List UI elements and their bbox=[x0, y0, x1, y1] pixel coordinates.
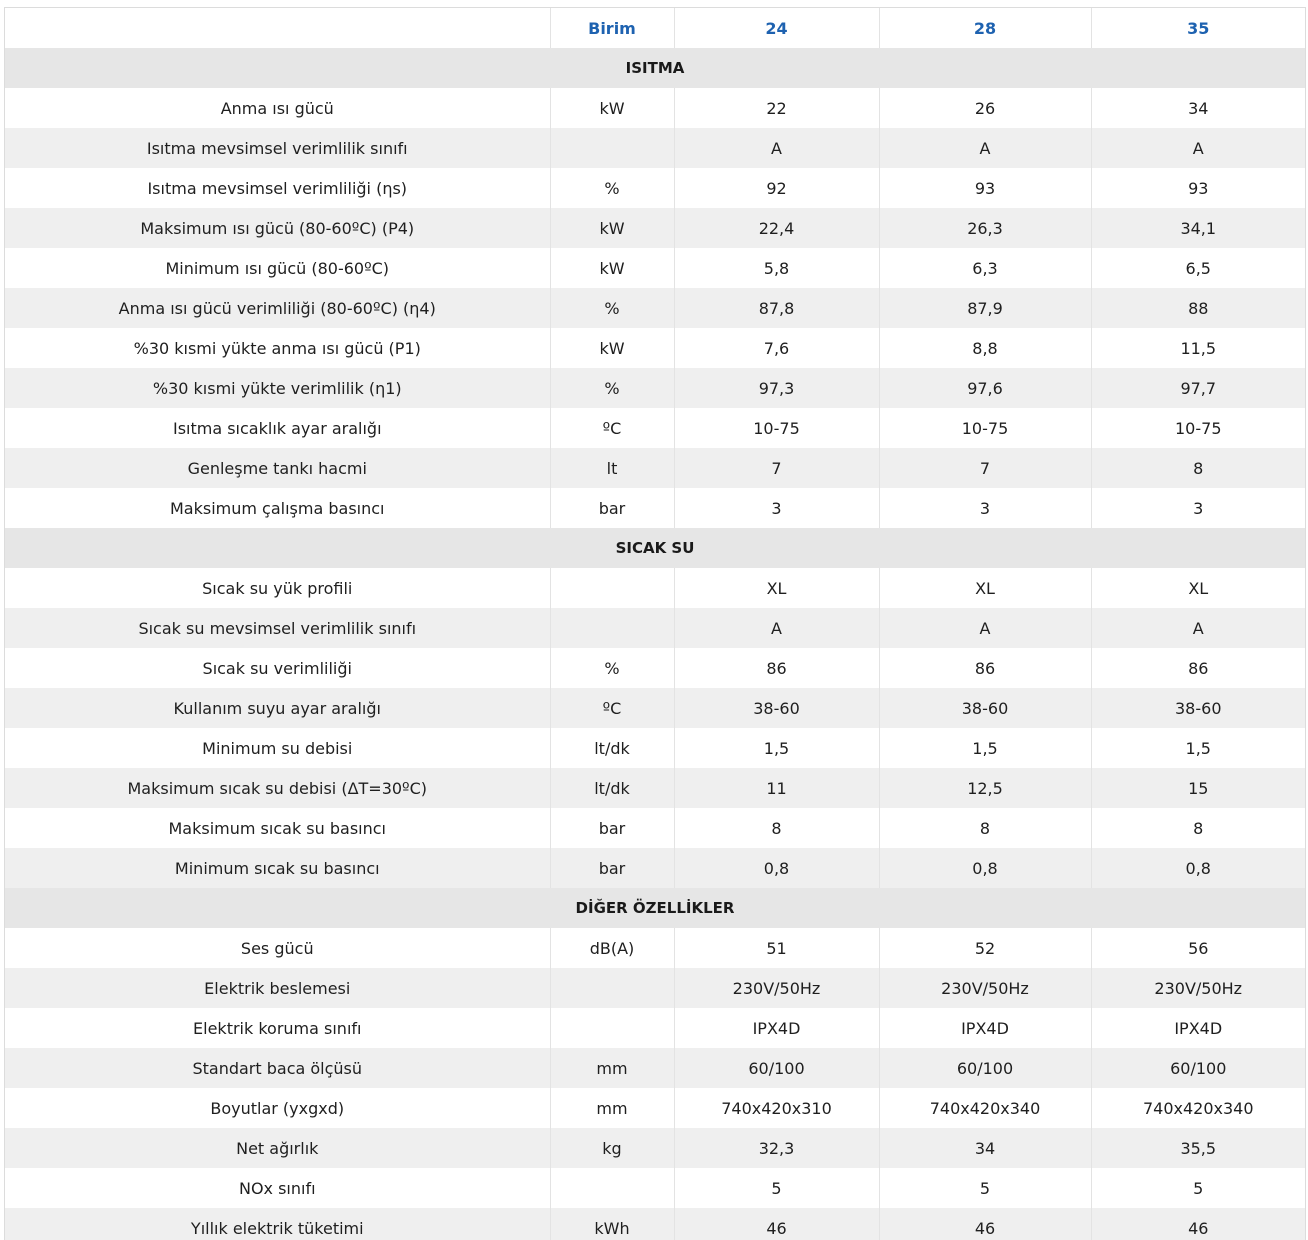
table-row bbox=[5, 488, 1305, 528]
row-label: Net ağırlık bbox=[5, 1128, 550, 1168]
table-row bbox=[5, 448, 1305, 488]
value-model-28: 10-75 bbox=[879, 408, 1091, 448]
value-model-28: 1,5 bbox=[879, 728, 1091, 768]
table-row bbox=[5, 848, 1305, 888]
value-model-28: 12,5 bbox=[879, 768, 1091, 808]
value-model-24: 5 bbox=[674, 1168, 879, 1208]
row-label: Isıtma sıcaklık ayar aralığı bbox=[5, 408, 550, 448]
value-model-28: A bbox=[879, 608, 1091, 648]
value-model-28: 8 bbox=[879, 808, 1091, 848]
value-model-24: 7,6 bbox=[674, 328, 879, 368]
table-row bbox=[5, 728, 1305, 768]
row-label: Maksimum ısı gücü (80-60ºC) (P4) bbox=[5, 208, 550, 248]
value-model-24: A bbox=[674, 608, 879, 648]
value-model-24: 8 bbox=[674, 808, 879, 848]
row-label: Maksimum sıcak su basıncı bbox=[5, 808, 550, 848]
section-header-diger-ozellikler bbox=[5, 888, 1305, 928]
table-row bbox=[5, 168, 1305, 208]
value-model-28: A bbox=[879, 128, 1091, 168]
row-unit bbox=[550, 968, 674, 1008]
row-label: Anma ısı gücü verimliliği (80-60ºC) (η4) bbox=[5, 288, 550, 328]
value-model-28: 26 bbox=[879, 88, 1091, 128]
value-model-24: XL bbox=[674, 568, 879, 608]
row-unit: lt/dk bbox=[550, 768, 674, 808]
value-model-35: 56 bbox=[1091, 928, 1305, 968]
value-model-24: 5,8 bbox=[674, 248, 879, 288]
row-unit bbox=[550, 568, 674, 608]
spec-table-container bbox=[4, 7, 1306, 1240]
value-model-24: 51 bbox=[674, 928, 879, 968]
row-unit: kW bbox=[550, 328, 674, 368]
value-model-24: 32,3 bbox=[674, 1128, 879, 1168]
value-model-35: 86 bbox=[1091, 648, 1305, 688]
row-unit: ºC bbox=[550, 688, 674, 728]
value-model-28: 7 bbox=[879, 448, 1091, 488]
value-model-35: 35,5 bbox=[1091, 1128, 1305, 1168]
row-unit: % bbox=[550, 368, 674, 408]
row-unit: kW bbox=[550, 248, 674, 288]
value-model-24: 38-60 bbox=[674, 688, 879, 728]
header-model-28: 28 bbox=[879, 8, 1091, 48]
table-row bbox=[5, 968, 1305, 1008]
table-row bbox=[5, 568, 1305, 608]
row-label: Minimum sıcak su basıncı bbox=[5, 848, 550, 888]
header-blank-cell bbox=[5, 8, 550, 48]
row-unit: bar bbox=[550, 848, 674, 888]
value-model-35: 38-60 bbox=[1091, 688, 1305, 728]
row-label: Kullanım suyu ayar aralığı bbox=[5, 688, 550, 728]
header-model-24: 24 bbox=[674, 8, 879, 48]
row-unit: kWh bbox=[550, 1208, 674, 1240]
value-model-24: 46 bbox=[674, 1208, 879, 1240]
value-model-24: 97,3 bbox=[674, 368, 879, 408]
value-model-28: 740x420x340 bbox=[879, 1088, 1091, 1128]
table-row bbox=[5, 1208, 1305, 1240]
table-row bbox=[5, 608, 1305, 648]
row-unit: bar bbox=[550, 808, 674, 848]
value-model-35: 6,5 bbox=[1091, 248, 1305, 288]
table-row bbox=[5, 1008, 1305, 1048]
row-unit: bar bbox=[550, 488, 674, 528]
row-unit: lt/dk bbox=[550, 728, 674, 768]
table-row bbox=[5, 328, 1305, 368]
row-label: Standart baca ölçüsü bbox=[5, 1048, 550, 1088]
header-unit: Birim bbox=[550, 8, 674, 48]
value-model-28: 38-60 bbox=[879, 688, 1091, 728]
row-unit: % bbox=[550, 648, 674, 688]
value-model-28: 52 bbox=[879, 928, 1091, 968]
section-header-sicak-su bbox=[5, 528, 1305, 568]
value-model-35: 34 bbox=[1091, 88, 1305, 128]
value-model-35: IPX4D bbox=[1091, 1008, 1305, 1048]
value-model-35: 5 bbox=[1091, 1168, 1305, 1208]
row-label: Yıllık elektrik tüketimi bbox=[5, 1208, 550, 1240]
row-unit: kg bbox=[550, 1128, 674, 1168]
table-row bbox=[5, 928, 1305, 968]
table-row bbox=[5, 368, 1305, 408]
value-model-28: 26,3 bbox=[879, 208, 1091, 248]
value-model-28: 97,6 bbox=[879, 368, 1091, 408]
value-model-35: A bbox=[1091, 608, 1305, 648]
value-model-24: 60/100 bbox=[674, 1048, 879, 1088]
table-row bbox=[5, 88, 1305, 128]
row-label: Minimum ısı gücü (80-60ºC) bbox=[5, 248, 550, 288]
value-model-24: A bbox=[674, 128, 879, 168]
value-model-28: 6,3 bbox=[879, 248, 1091, 288]
row-label: Maksimum sıcak su debisi (ΔT=30ºC) bbox=[5, 768, 550, 808]
value-model-24: 92 bbox=[674, 168, 879, 208]
value-model-35: 15 bbox=[1091, 768, 1305, 808]
section-title: ISITMA bbox=[5, 48, 1305, 88]
value-model-35: A bbox=[1091, 128, 1305, 168]
table-row bbox=[5, 248, 1305, 288]
value-model-24: 740x420x310 bbox=[674, 1088, 879, 1128]
value-model-24: 22,4 bbox=[674, 208, 879, 248]
row-label: Sıcak su mevsimsel verimlilik sınıfı bbox=[5, 608, 550, 648]
value-model-24: 87,8 bbox=[674, 288, 879, 328]
section-title: DİĞER ÖZELLİKLER bbox=[5, 888, 1305, 928]
row-unit: lt bbox=[550, 448, 674, 488]
section-title: SICAK SU bbox=[5, 528, 1305, 568]
value-model-24: 11 bbox=[674, 768, 879, 808]
table-row bbox=[5, 1088, 1305, 1128]
row-unit bbox=[550, 1168, 674, 1208]
value-model-35: XL bbox=[1091, 568, 1305, 608]
row-label: Maksimum çalışma basıncı bbox=[5, 488, 550, 528]
value-model-28: 5 bbox=[879, 1168, 1091, 1208]
value-model-35: 3 bbox=[1091, 488, 1305, 528]
value-model-28: 46 bbox=[879, 1208, 1091, 1240]
value-model-35: 0,8 bbox=[1091, 848, 1305, 888]
table-row bbox=[5, 288, 1305, 328]
value-model-35: 11,5 bbox=[1091, 328, 1305, 368]
value-model-24: 7 bbox=[674, 448, 879, 488]
row-unit: kW bbox=[550, 88, 674, 128]
row-unit: kW bbox=[550, 208, 674, 248]
value-model-24: 1,5 bbox=[674, 728, 879, 768]
header-model-35: 35 bbox=[1091, 8, 1305, 48]
value-model-35: 97,7 bbox=[1091, 368, 1305, 408]
value-model-24: 230V/50Hz bbox=[674, 968, 879, 1008]
table-row bbox=[5, 688, 1305, 728]
value-model-24: 22 bbox=[674, 88, 879, 128]
table-row bbox=[5, 648, 1305, 688]
value-model-28: 87,9 bbox=[879, 288, 1091, 328]
value-model-28: 34 bbox=[879, 1128, 1091, 1168]
section-header-isitma bbox=[5, 48, 1305, 88]
table-row bbox=[5, 768, 1305, 808]
value-model-35: 740x420x340 bbox=[1091, 1088, 1305, 1128]
row-label: Minimum su debisi bbox=[5, 728, 550, 768]
row-unit bbox=[550, 1008, 674, 1048]
row-label: Isıtma mevsimsel verimliliği (ηs) bbox=[5, 168, 550, 208]
value-model-28: 93 bbox=[879, 168, 1091, 208]
row-label: Anma ısı gücü bbox=[5, 88, 550, 128]
row-unit: mm bbox=[550, 1088, 674, 1128]
value-model-24: 0,8 bbox=[674, 848, 879, 888]
row-unit: ºC bbox=[550, 408, 674, 448]
value-model-35: 88 bbox=[1091, 288, 1305, 328]
row-unit: % bbox=[550, 288, 674, 328]
row-label: Genleşme tankı hacmi bbox=[5, 448, 550, 488]
row-unit: % bbox=[550, 168, 674, 208]
table-row bbox=[5, 808, 1305, 848]
value-model-35: 8 bbox=[1091, 448, 1305, 488]
row-label: Ses gücü bbox=[5, 928, 550, 968]
value-model-24: IPX4D bbox=[674, 1008, 879, 1048]
value-model-24: 3 bbox=[674, 488, 879, 528]
value-model-35: 93 bbox=[1091, 168, 1305, 208]
value-model-28: 3 bbox=[879, 488, 1091, 528]
table-row bbox=[5, 1128, 1305, 1168]
row-unit: dB(A) bbox=[550, 928, 674, 968]
row-label: Sıcak su yük profili bbox=[5, 568, 550, 608]
row-label: Boyutlar (yxgxd) bbox=[5, 1088, 550, 1128]
value-model-24: 86 bbox=[674, 648, 879, 688]
row-label: Elektrik koruma sınıfı bbox=[5, 1008, 550, 1048]
table-row bbox=[5, 208, 1305, 248]
table-header-row bbox=[5, 8, 1305, 48]
value-model-35: 230V/50Hz bbox=[1091, 968, 1305, 1008]
value-model-35: 10-75 bbox=[1091, 408, 1305, 448]
value-model-35: 34,1 bbox=[1091, 208, 1305, 248]
table-row bbox=[5, 128, 1305, 168]
row-label: Sıcak su verimliliği bbox=[5, 648, 550, 688]
row-label: Elektrik beslemesi bbox=[5, 968, 550, 1008]
row-unit: mm bbox=[550, 1048, 674, 1088]
value-model-28: XL bbox=[879, 568, 1091, 608]
row-label: Isıtma mevsimsel verimlilik sınıfı bbox=[5, 128, 550, 168]
value-model-24: 10-75 bbox=[674, 408, 879, 448]
row-label: %30 kısmi yükte verimlilik (η1) bbox=[5, 368, 550, 408]
row-label: %30 kısmi yükte anma ısı gücü (P1) bbox=[5, 328, 550, 368]
value-model-28: 60/100 bbox=[879, 1048, 1091, 1088]
table-row bbox=[5, 408, 1305, 448]
row-unit bbox=[550, 128, 674, 168]
table-row bbox=[5, 1048, 1305, 1088]
value-model-35: 60/100 bbox=[1091, 1048, 1305, 1088]
value-model-28: 0,8 bbox=[879, 848, 1091, 888]
value-model-28: IPX4D bbox=[879, 1008, 1091, 1048]
value-model-28: 8,8 bbox=[879, 328, 1091, 368]
row-unit bbox=[550, 608, 674, 648]
row-label: NOx sınıfı bbox=[5, 1168, 550, 1208]
table-row bbox=[5, 1168, 1305, 1208]
value-model-28: 86 bbox=[879, 648, 1091, 688]
spec-table bbox=[5, 8, 1305, 1240]
value-model-28: 230V/50Hz bbox=[879, 968, 1091, 1008]
value-model-35: 1,5 bbox=[1091, 728, 1305, 768]
value-model-35: 46 bbox=[1091, 1208, 1305, 1240]
value-model-35: 8 bbox=[1091, 808, 1305, 848]
